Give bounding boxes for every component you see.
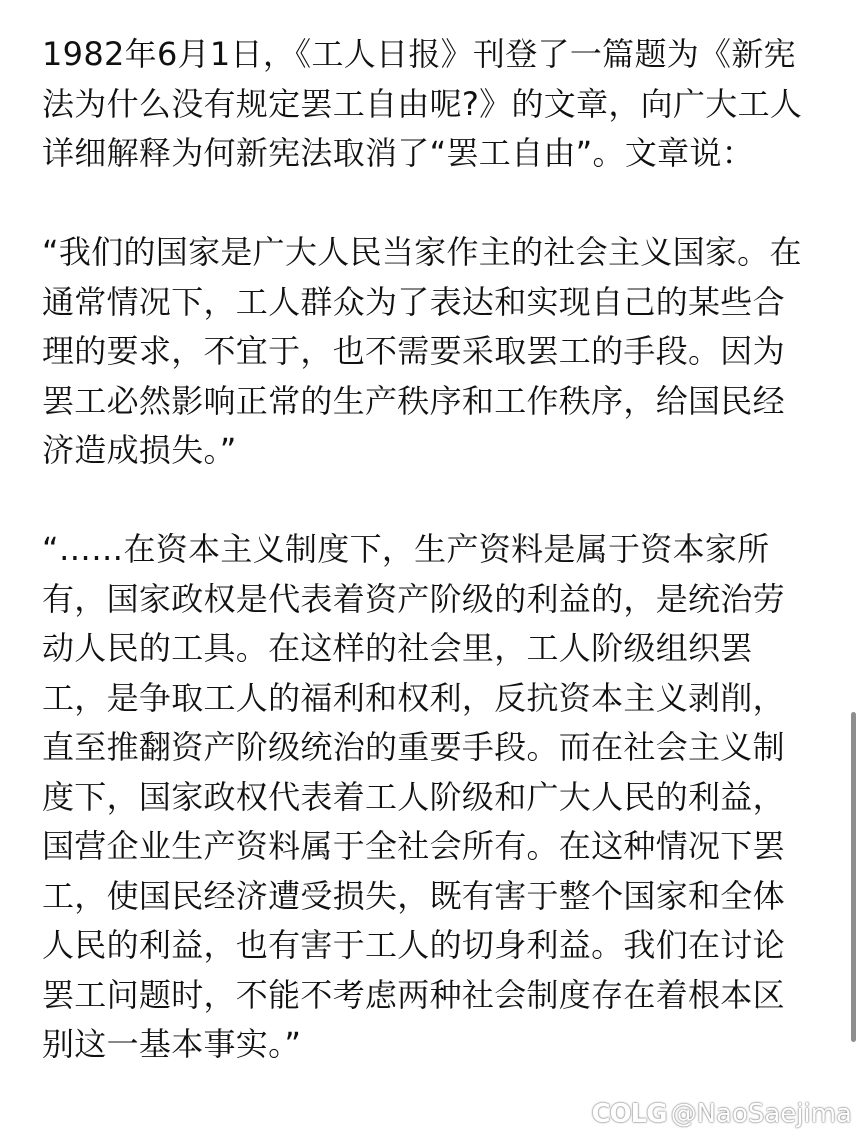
paragraph-quote-2 bbox=[42, 525, 822, 1070]
text-line: 有，国家政权是代表着资产阶级的利益的，是统治劳 bbox=[42, 579, 785, 618]
article-body bbox=[42, 30, 822, 1119]
text-line: 直至推翻资产阶级统治的重要手段。而在社会主义制 bbox=[42, 728, 785, 766]
scrollbar-thumb[interactable] bbox=[851, 712, 856, 1042]
text-line: 通常情况下，工人群众为了表达和实现自己的某些合 bbox=[42, 282, 785, 321]
text-line: “我们的国家是广大人民当家作主的社会主义国家。在 bbox=[42, 233, 802, 271]
paragraph-quote-1 bbox=[42, 228, 822, 476]
colg-logo-icon: COLG bbox=[591, 1099, 667, 1129]
text-line: 理的要求，不宜于，也不需要采取罢工的手段。因为 bbox=[42, 332, 785, 370]
text-line: 详细解释为何新宪法取消了“罢工自由”。文章说： bbox=[42, 134, 755, 172]
text-line: 工，使国民经济遭受损失，既有害于整个国家和全体 bbox=[42, 876, 785, 915]
text-line: 工，是争取工人的福利和权利，反抗资本主义剥削， bbox=[42, 678, 785, 717]
watermark-handle: @NaoSaejima bbox=[670, 1099, 852, 1129]
text-line: 罢工问题时，不能不考虑两种社会制度存在着根本区 bbox=[42, 975, 785, 1014]
text-line: “……在资本主义制度下，生产资料是属于资本家所 bbox=[42, 530, 770, 568]
paragraph-intro bbox=[42, 30, 822, 179]
text-line: 法为什么没有规定罢工自由呢?》的文章，向广大工人 bbox=[42, 84, 803, 123]
text-line: 度下，国家政权代表着工人阶级和广大人民的利益， bbox=[42, 777, 785, 816]
text-line: 人民的利益，也有害于工人的切身利益。我们在讨论 bbox=[42, 926, 785, 964]
text-line: 罢工必然影响正常的生产秩序和工作秩序，给国民经 bbox=[42, 381, 785, 420]
text-line: 国营企业生产资料属于全社会所有。在这种情况下罢 bbox=[42, 827, 785, 865]
text-line: 1982年6月1日，《工人日报》刊登了一篇题为《新宪 bbox=[42, 35, 796, 73]
text-line: 动人民的工具。在这样的社会里，工人阶级组织罢 bbox=[42, 629, 753, 667]
text-line: 别这一基本事实。” bbox=[42, 1025, 302, 1063]
text-line: 济造成损失。” bbox=[42, 431, 237, 469]
watermark bbox=[591, 1099, 852, 1129]
